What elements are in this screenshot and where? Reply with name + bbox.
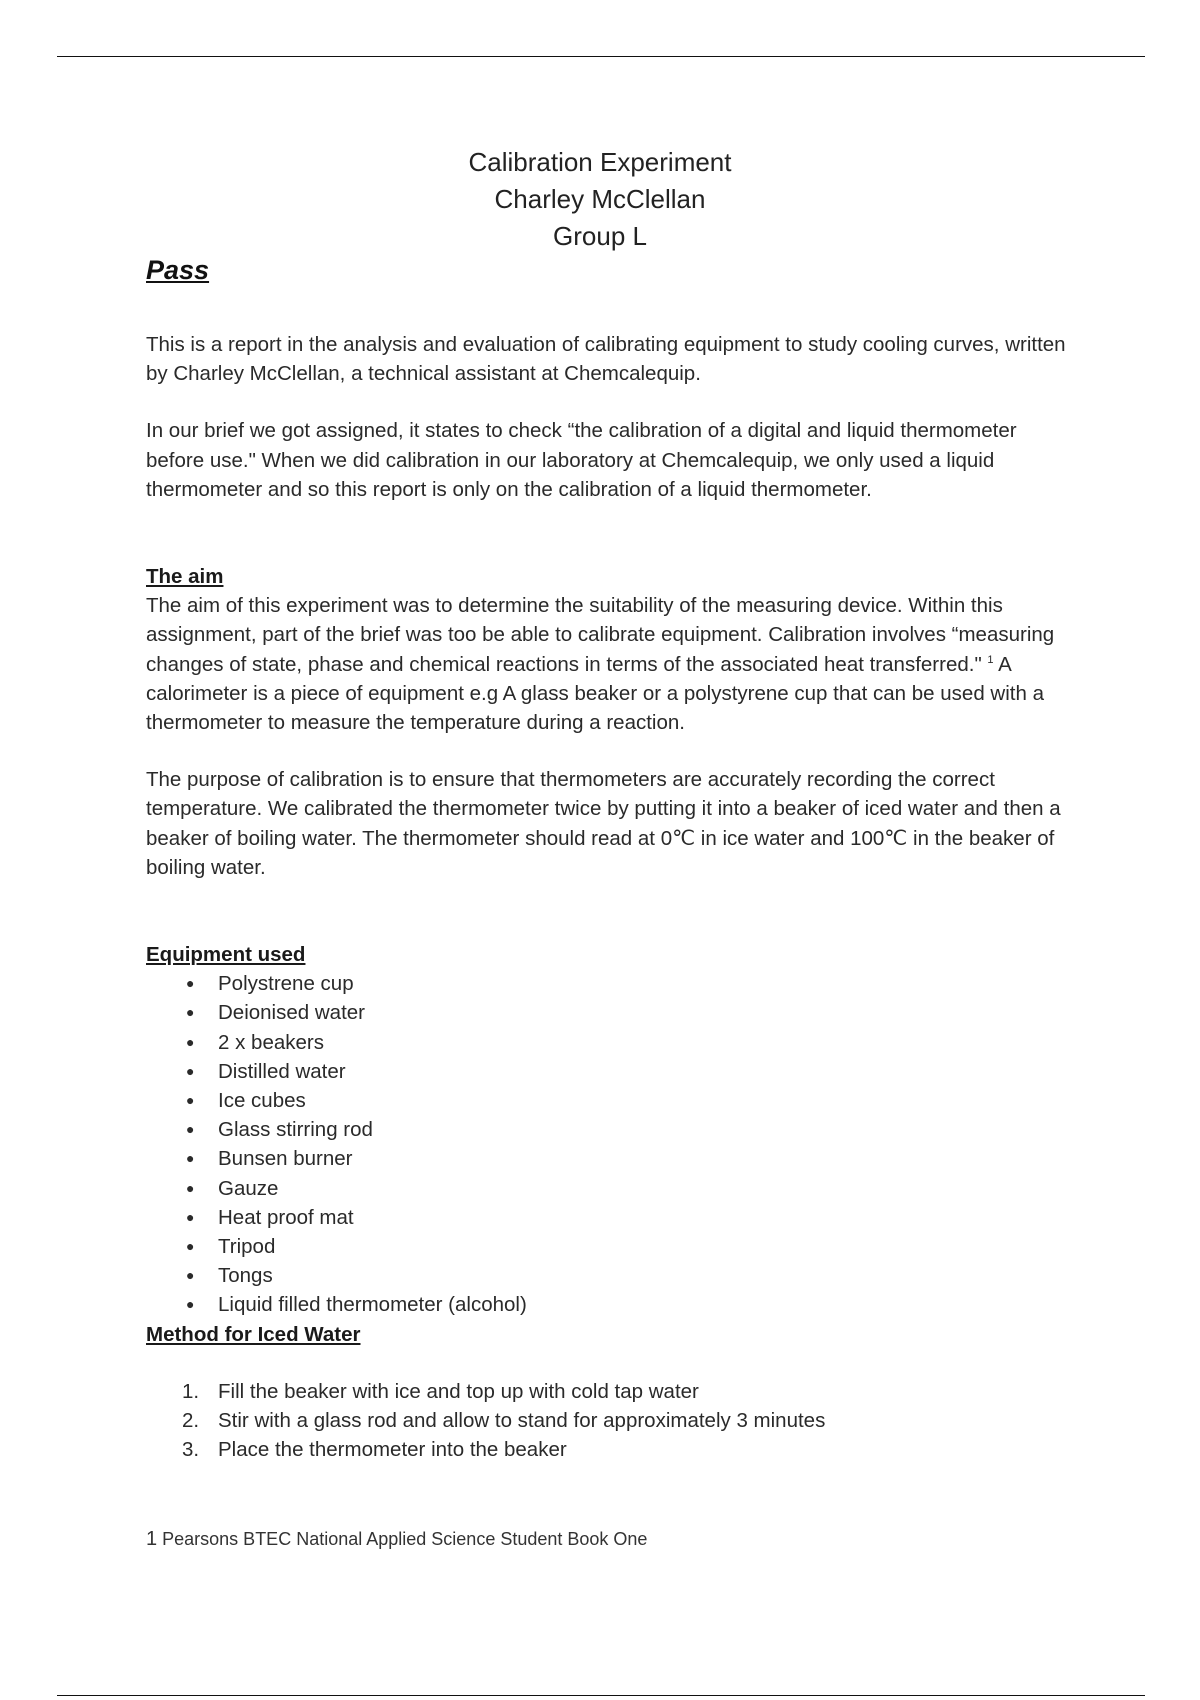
intro-paragraph-1: This is a report in the analysis and evaluation of calibrating equipment to study cooling curves, written by Charley McClellan, a technical assistant at Chemcalequip.	[146, 333, 1066, 386]
equipment-item	[146, 1057, 1066, 1086]
footnote-number: 1	[146, 1528, 158, 1550]
equipment-item-label: Gauze	[218, 1176, 279, 1200]
equipment-item	[146, 998, 1066, 1027]
method-step	[146, 1377, 1066, 1406]
equipment-item	[146, 969, 1066, 998]
equipment-item	[146, 1232, 1066, 1261]
grade-label: Pass	[146, 255, 210, 285]
document-title: Calibration Experiment	[468, 147, 732, 177]
method-step-text: Place the thermometer into the beaker	[218, 1438, 567, 1462]
equipment-item	[146, 1261, 1066, 1290]
bullet-icon: ●	[186, 1208, 195, 1225]
bullet-icon: ●	[186, 1238, 195, 1255]
bullet-icon: ●	[186, 1121, 195, 1138]
equipment-item-label: Glass stirring rod	[218, 1118, 373, 1142]
report-body	[146, 330, 1066, 1465]
author-name: Charley McClellan	[494, 184, 706, 214]
bullet-icon: ●	[186, 1092, 195, 1109]
intro-paragraph-2: In our brief we got assigned, it states to check “the calibration of a digital and liquid thermometer before use." When we did calibration in our laboratory at Chemcalequip, we only used a liquid thermometer and so this report is only on the calibration of a liquid thermometer.	[146, 419, 1017, 501]
method-heading: Method for Iced Water	[146, 1322, 361, 1346]
bullet-icon: ●	[186, 1033, 195, 1050]
footnote-ref: 1	[987, 653, 994, 666]
group-name: Group L	[553, 221, 647, 251]
bullet-icon: ●	[186, 1150, 195, 1167]
aim-paragraph-2: The purpose of calibration is to ensure that thermometers are accurately recording the correct temperature. We calibrated the thermometer twice by putting it into a beaker of iced water and then a beaker of boiling water. The thermometer should read at 0℃ in ice water and 100℃ in the beaker of boiling water.	[146, 768, 1061, 879]
method-step	[146, 1406, 1066, 1435]
equipment-item-label: Tripod	[218, 1235, 276, 1259]
bottom-rule	[57, 1695, 1145, 1696]
top-rule	[57, 56, 1145, 57]
equipment-item-label: 2 x beakers	[218, 1030, 324, 1054]
aim-heading: The aim	[146, 565, 224, 589]
aim-paragraph-1	[146, 591, 1066, 737]
equipment-list	[146, 969, 1066, 1319]
equipment-item-label: Heat proof mat	[218, 1205, 354, 1229]
method-step-number: 2.	[182, 1409, 200, 1433]
bullet-icon: ●	[186, 1004, 195, 1021]
equipment-item-label: Liquid filled thermometer (alcohol)	[218, 1293, 527, 1317]
equipment-item-label: Distilled water	[218, 1059, 346, 1083]
equipment-item-label: Bunsen burner	[218, 1147, 353, 1171]
equipment-item	[146, 1086, 1066, 1115]
method-step-text: Fill the beaker with ice and top up with cold tap water	[218, 1379, 699, 1403]
document-header	[0, 144, 1200, 255]
method-list	[146, 1377, 1066, 1465]
equipment-heading: Equipment used	[146, 943, 306, 967]
bullet-icon: ●	[186, 975, 195, 992]
method-step-number: 1.	[182, 1379, 200, 1403]
aim-text-part-1: The aim of this experiment was to determine the suitability of the measuring device. Within this assignment, part of the brief was too be able to calibrate equipment. Calibration involves “measuring changes of state, phase and chemical reactions in terms of the associated heat transferred."	[146, 594, 1055, 676]
bullet-icon: ●	[186, 1179, 195, 1196]
equipment-item-label: Ice cubes	[218, 1089, 306, 1113]
equipment-item	[146, 1290, 1066, 1319]
equipment-item-label: Polystrene cup	[218, 972, 354, 996]
bullet-icon: ●	[186, 1062, 195, 1079]
method-step-text: Stir with a glass rod and allow to stand for approximately 3 minutes	[218, 1409, 826, 1433]
bullet-icon: ●	[186, 1267, 195, 1284]
footnote	[146, 1528, 647, 1551]
bullet-icon: ●	[186, 1296, 195, 1313]
equipment-item-label: Tongs	[218, 1264, 273, 1288]
equipment-item-label: Deionised water	[218, 1001, 365, 1025]
footnote-text: Pearsons BTEC National Applied Science Student Book One	[162, 1529, 648, 1549]
equipment-item	[146, 1115, 1066, 1144]
method-step-number: 3.	[182, 1438, 200, 1462]
equipment-item	[146, 1203, 1066, 1232]
aim-text-part-2: A calorimeter is a piece of equipment e.g A glass beaker or a polystyrene cup that can be used with a thermometer to measure the temperature during a reaction.	[146, 652, 1044, 735]
equipment-item	[146, 1028, 1066, 1057]
equipment-item	[146, 1144, 1066, 1173]
method-step	[146, 1435, 1066, 1464]
equipment-item	[146, 1174, 1066, 1203]
